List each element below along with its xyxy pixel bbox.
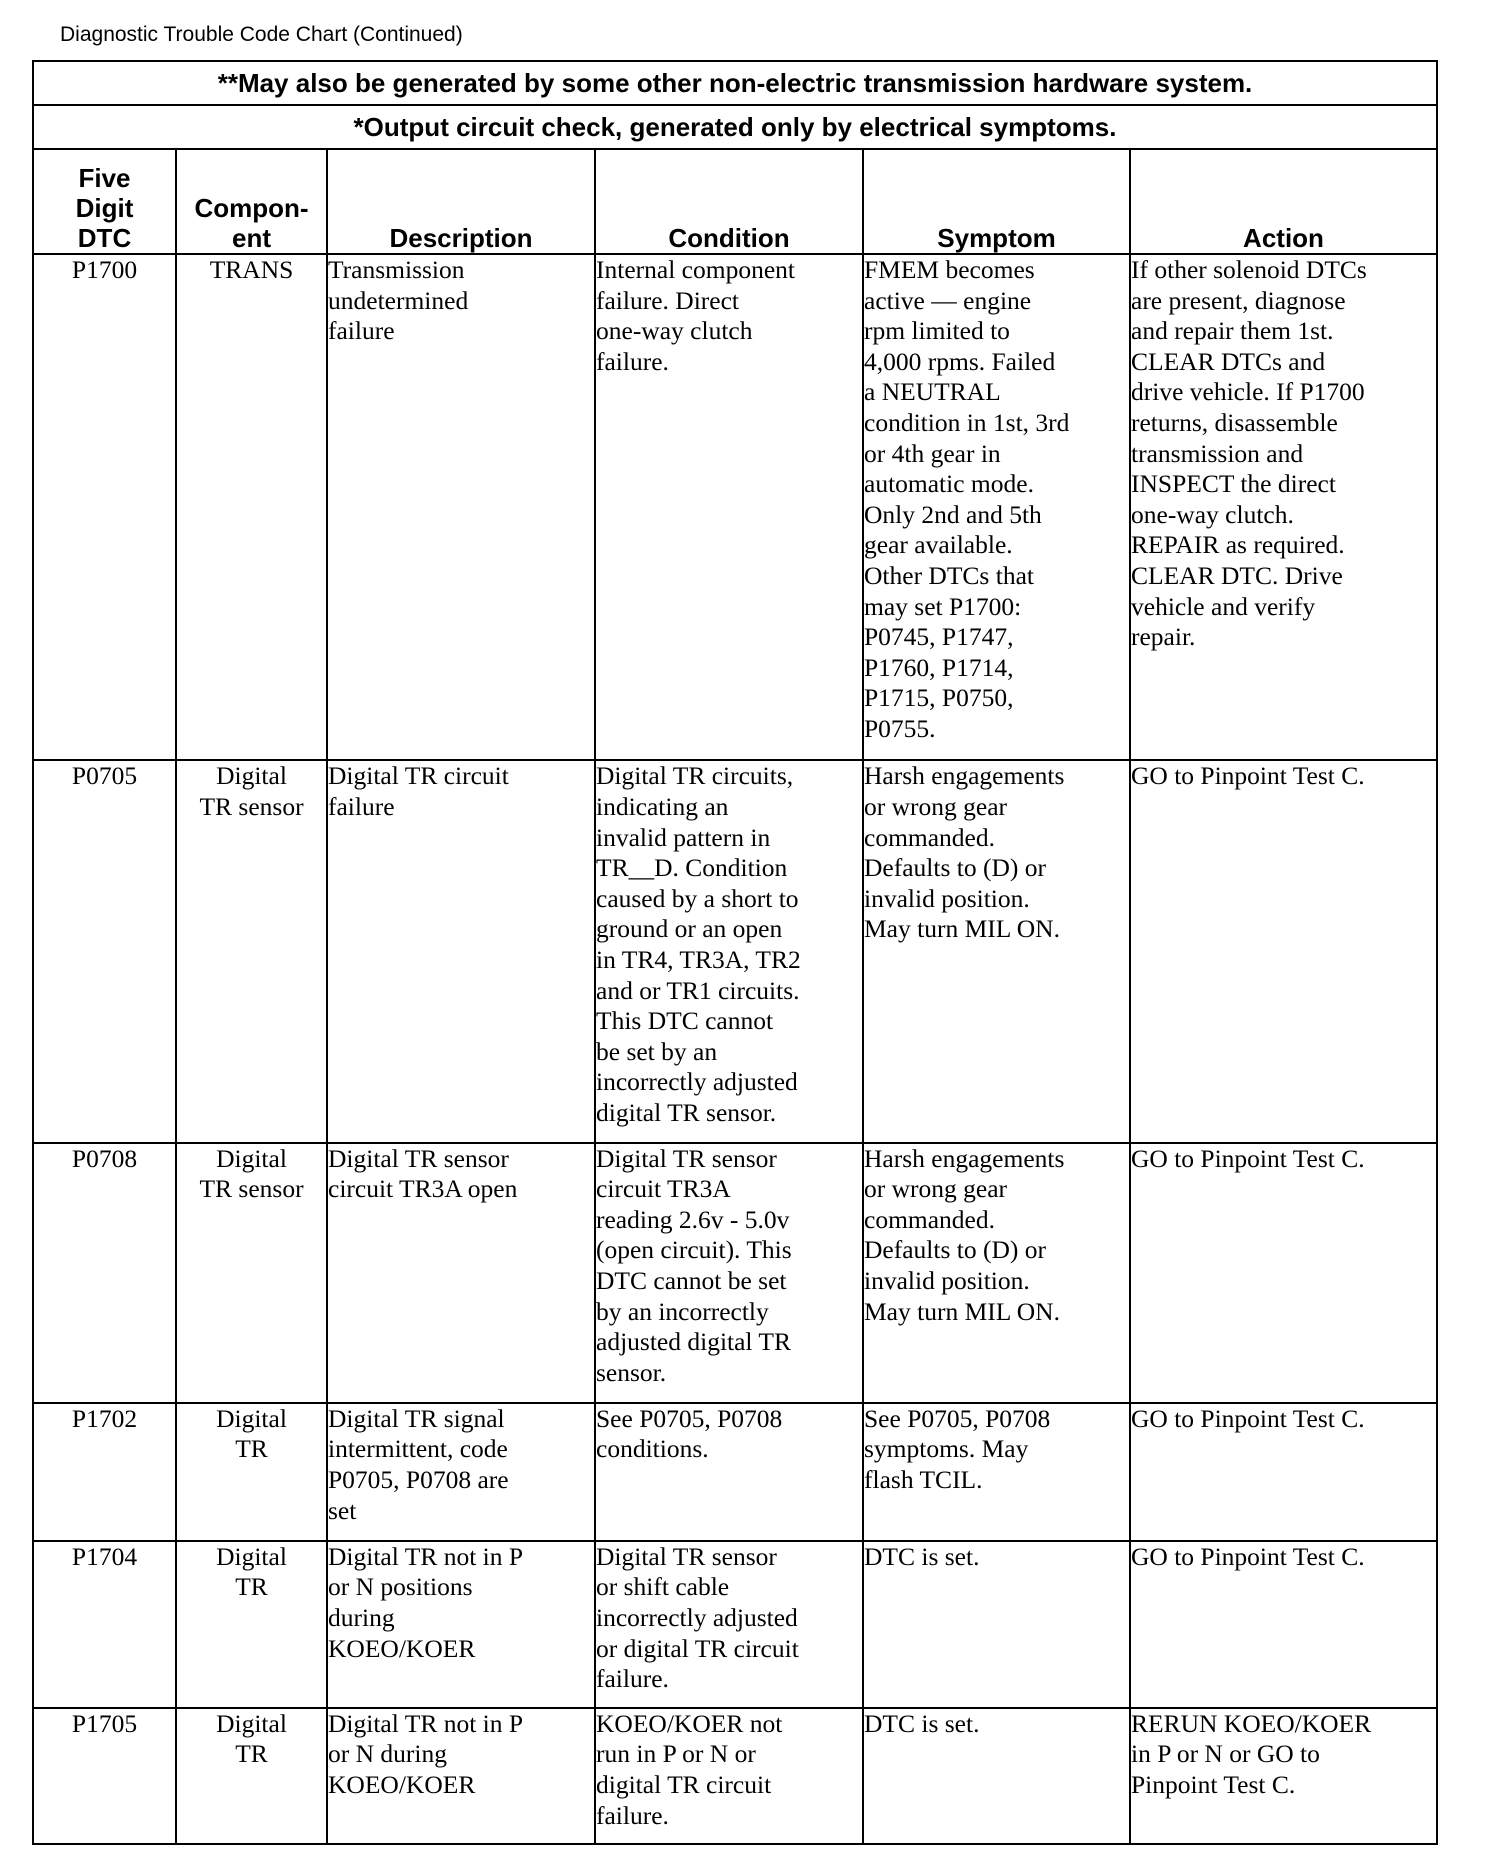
symptom-line: May turn MIL ON. bbox=[864, 914, 1060, 944]
action-line: If other solenoid DTCs bbox=[1131, 255, 1367, 285]
dtc-code-cell: P0708 bbox=[33, 1143, 176, 1403]
condition-line: incorrectly adjusted bbox=[596, 1067, 798, 1097]
component-cell bbox=[176, 1143, 327, 1403]
banner-row-output bbox=[33, 105, 1437, 149]
component-cell bbox=[176, 760, 327, 1142]
action-line: and repair them 1st. bbox=[1131, 316, 1334, 346]
symptom-line: invalid position. bbox=[864, 1265, 1030, 1295]
description-cell bbox=[327, 760, 595, 1142]
condition-line: by an incorrectly bbox=[596, 1296, 769, 1326]
condition-line: digital TR circuit bbox=[596, 1770, 772, 1800]
table-row bbox=[33, 1143, 1437, 1403]
condition-line: KOEO/KOER not bbox=[596, 1708, 783, 1738]
dtc-code-cell: P1704 bbox=[33, 1541, 176, 1708]
header-row bbox=[33, 149, 1437, 254]
condition-line: and or TR1 circuits. bbox=[596, 975, 800, 1005]
component-line: TRANS bbox=[209, 255, 294, 285]
condition-line: digital TR sensor. bbox=[596, 1097, 777, 1127]
description-line: set bbox=[328, 1495, 357, 1525]
action-line: Pinpoint Test C. bbox=[1131, 1770, 1296, 1800]
condition-line: in TR4, TR3A, TR2 bbox=[596, 944, 801, 974]
description-line: failure bbox=[328, 791, 395, 821]
symptom-line: P1760, P1714, bbox=[864, 652, 1014, 682]
condition-line: Internal component bbox=[596, 255, 795, 285]
action-cell bbox=[1130, 1541, 1437, 1708]
symptom-line: gear available. bbox=[864, 530, 1013, 560]
condition-line: or digital TR circuit bbox=[596, 1633, 799, 1663]
action-line: drive vehicle. If P1700 bbox=[1131, 377, 1365, 407]
condition-line: or shift cable bbox=[596, 1572, 730, 1602]
symptom-line: FMEM becomes bbox=[864, 255, 1035, 285]
description-line: Digital TR sensor bbox=[328, 1143, 509, 1173]
component-line: Digital bbox=[216, 1143, 287, 1173]
symptom-line: commanded. bbox=[864, 822, 995, 852]
action-line: RERUN KOEO/KOER bbox=[1131, 1708, 1372, 1738]
condition-line: failure. bbox=[596, 346, 669, 376]
condition-line: sensor. bbox=[596, 1357, 667, 1387]
action-cell bbox=[1130, 1708, 1437, 1844]
condition-line: This DTC cannot bbox=[596, 1006, 774, 1036]
symptom-line: See P0705, P0708 bbox=[864, 1403, 1051, 1433]
dtc-code-cell: P1702 bbox=[33, 1403, 176, 1541]
condition-line: reading 2.6v - 5.0v bbox=[596, 1204, 790, 1234]
symptom-cell bbox=[863, 1708, 1130, 1844]
description-cell bbox=[327, 254, 595, 760]
component-line: TR bbox=[235, 1739, 268, 1769]
component-line: TR bbox=[235, 1434, 268, 1464]
description-line: Digital TR not in P bbox=[328, 1541, 524, 1571]
condition-line: invalid pattern in bbox=[596, 822, 771, 852]
action-line: CLEAR DTC. Drive bbox=[1131, 561, 1343, 591]
header-dtc-line: Digit bbox=[75, 193, 134, 224]
header-symptom: Symptom bbox=[863, 149, 1130, 254]
action-line: vehicle and verify bbox=[1131, 591, 1316, 621]
description-line: KOEO/KOER bbox=[328, 1770, 476, 1800]
description-cell bbox=[327, 1541, 595, 1708]
symptom-cell bbox=[863, 254, 1130, 760]
symptom-line: DTC is set. bbox=[864, 1541, 980, 1571]
condition-line: one-way clutch bbox=[596, 316, 753, 346]
action-cell bbox=[1130, 760, 1437, 1142]
table-row bbox=[33, 760, 1437, 1142]
description-line: KOEO/KOER bbox=[328, 1633, 476, 1663]
component-line: TR sensor bbox=[199, 791, 304, 821]
description-line: Transmission bbox=[328, 255, 465, 285]
symptom-line: commanded. bbox=[864, 1204, 995, 1234]
action-line: GO to Pinpoint Test C. bbox=[1131, 1403, 1365, 1433]
action-cell bbox=[1130, 1403, 1437, 1541]
symptom-line: may set P1700: bbox=[864, 591, 1022, 621]
component-line: TR sensor bbox=[199, 1174, 304, 1204]
dtc-code-cell: P0705 bbox=[33, 760, 176, 1142]
symptom-line: P0745, P1747, bbox=[864, 622, 1014, 652]
condition-line: failure. bbox=[596, 1664, 669, 1694]
condition-line: Digital TR circuits, bbox=[596, 761, 794, 791]
symptom-line: Other DTCs that bbox=[864, 561, 1034, 591]
action-line: INSPECT the direct bbox=[1131, 469, 1336, 499]
component-line: Digital bbox=[216, 1708, 287, 1738]
header-condition: Condition bbox=[595, 149, 863, 254]
header-action: Action bbox=[1130, 149, 1437, 254]
description-cell bbox=[327, 1403, 595, 1541]
symptom-line: 4,000 rpms. Failed bbox=[864, 346, 1056, 376]
action-line: transmission and bbox=[1131, 438, 1304, 468]
component-line: Digital bbox=[216, 1541, 287, 1571]
header-component bbox=[176, 149, 327, 254]
header-dtc-line: DTC bbox=[77, 223, 132, 254]
header-component-line: ent bbox=[232, 223, 271, 254]
table-row bbox=[33, 1708, 1437, 1844]
header-dtc-line: Five bbox=[78, 163, 131, 194]
action-line: repair. bbox=[1131, 622, 1196, 652]
description-cell bbox=[327, 1143, 595, 1403]
description-line: circuit TR3A open bbox=[328, 1174, 518, 1204]
dtc-code-cell: P1705 bbox=[33, 1708, 176, 1844]
condition-line: indicating an bbox=[596, 791, 729, 821]
description-line: undetermined bbox=[328, 285, 469, 315]
description-line: failure bbox=[328, 316, 395, 346]
header-component-line: Compon- bbox=[194, 193, 309, 224]
symptom-line: Harsh engagements bbox=[864, 761, 1065, 791]
condition-cell bbox=[595, 1541, 863, 1708]
action-line: GO to Pinpoint Test C. bbox=[1131, 761, 1365, 791]
description-line: P0705, P0708 are bbox=[328, 1464, 509, 1494]
table-row bbox=[33, 1403, 1437, 1541]
condition-line: adjusted digital TR bbox=[596, 1327, 792, 1357]
action-line: GO to Pinpoint Test C. bbox=[1131, 1541, 1365, 1571]
symptom-line: invalid position. bbox=[864, 883, 1030, 913]
page-caption: Diagnostic Trouble Code Chart (Continued) bbox=[60, 23, 463, 46]
condition-line: circuit TR3A bbox=[596, 1174, 731, 1204]
symptom-line: P1715, P0750, bbox=[864, 683, 1014, 713]
banner-output-text: *Output circuit check, generated only by electrical symptoms. bbox=[353, 111, 1117, 142]
symptom-line: condition in 1st, 3rd bbox=[864, 408, 1070, 438]
symptom-line: or 4th gear in bbox=[864, 438, 1001, 468]
condition-cell bbox=[595, 254, 863, 760]
component-cell bbox=[176, 1708, 327, 1844]
symptom-line: DTC is set. bbox=[864, 1708, 980, 1738]
condition-cell bbox=[595, 1143, 863, 1403]
banner-output-note bbox=[33, 105, 1437, 149]
action-line: REPAIR as required. bbox=[1131, 530, 1345, 560]
symptom-line: automatic mode. bbox=[864, 469, 1034, 499]
condition-line: incorrectly adjusted bbox=[596, 1602, 798, 1632]
dtc-chart-table bbox=[32, 60, 1438, 1845]
symptom-cell bbox=[863, 1541, 1130, 1708]
component-cell bbox=[176, 1403, 327, 1541]
action-line: GO to Pinpoint Test C. bbox=[1131, 1143, 1365, 1173]
symptom-line: May turn MIL ON. bbox=[864, 1296, 1060, 1326]
header-dtc bbox=[33, 149, 176, 254]
action-cell bbox=[1130, 254, 1437, 760]
condition-line: (open circuit). This bbox=[596, 1235, 792, 1265]
symptom-line: active — engine bbox=[864, 285, 1032, 315]
action-line: CLEAR DTCs and bbox=[1131, 346, 1326, 376]
action-line: are present, diagnose bbox=[1131, 285, 1346, 315]
table-row bbox=[33, 254, 1437, 760]
condition-line: DTC cannot be set bbox=[596, 1265, 787, 1295]
symptom-line: or wrong gear bbox=[864, 1174, 1008, 1204]
component-line: TR bbox=[235, 1572, 268, 1602]
symptom-cell bbox=[863, 1143, 1130, 1403]
banner-hardware-note bbox=[33, 61, 1437, 105]
symptom-line: Only 2nd and 5th bbox=[864, 499, 1042, 529]
symptom-line: rpm limited to bbox=[864, 316, 1010, 346]
dtc-table-body bbox=[33, 254, 1437, 1844]
component-cell bbox=[176, 1541, 327, 1708]
condition-line: be set by an bbox=[596, 1036, 718, 1066]
description-line: intermittent, code bbox=[328, 1434, 508, 1464]
header-description: Description bbox=[327, 149, 595, 254]
banner-row-hardware bbox=[33, 61, 1437, 105]
action-line: in P or N or GO to bbox=[1131, 1739, 1320, 1769]
condition-line: run in P or N or bbox=[596, 1739, 756, 1769]
description-line: Digital TR signal bbox=[328, 1403, 505, 1433]
symptom-line: Harsh engagements bbox=[864, 1143, 1065, 1173]
action-cell bbox=[1130, 1143, 1437, 1403]
condition-line: conditions. bbox=[596, 1434, 709, 1464]
symptom-line: P0755. bbox=[864, 714, 936, 743]
description-line: or N during bbox=[328, 1739, 447, 1769]
component-line: Digital bbox=[216, 761, 287, 791]
action-line: returns, disassemble bbox=[1131, 408, 1338, 438]
description-line: Digital TR circuit bbox=[328, 761, 509, 791]
condition-line: ground or an open bbox=[596, 914, 783, 944]
condition-line: Digital TR sensor bbox=[596, 1143, 777, 1173]
symptom-line: or wrong gear bbox=[864, 791, 1008, 821]
description-cell bbox=[327, 1708, 595, 1844]
symptom-cell bbox=[863, 760, 1130, 1142]
description-line: Digital TR not in P bbox=[328, 1708, 524, 1738]
description-line: or N positions bbox=[328, 1572, 473, 1602]
symptom-line: a NEUTRAL bbox=[864, 377, 1001, 407]
banner-hardware-text: **May also be generated by some other non-electric transmission hardware system. bbox=[217, 67, 1253, 98]
symptom-line: Defaults to (D) or bbox=[864, 1235, 1046, 1265]
symptom-line: symptoms. May bbox=[864, 1434, 1029, 1464]
component-line: Digital bbox=[216, 1403, 287, 1433]
symptom-line: Defaults to (D) or bbox=[864, 853, 1046, 883]
condition-line: Digital TR sensor bbox=[596, 1541, 777, 1571]
condition-cell bbox=[595, 760, 863, 1142]
condition-line: caused by a short to bbox=[596, 883, 799, 913]
condition-line: failure. Direct bbox=[596, 285, 740, 315]
symptom-cell bbox=[863, 1403, 1130, 1541]
condition-cell bbox=[595, 1708, 863, 1844]
action-line: one-way clutch. bbox=[1131, 499, 1294, 529]
dtc-code-cell: P1700 bbox=[33, 254, 176, 760]
condition-cell bbox=[595, 1403, 863, 1541]
description-line: during bbox=[328, 1602, 395, 1632]
symptom-line: flash TCIL. bbox=[864, 1464, 983, 1494]
condition-line: TR__D. Condition bbox=[596, 853, 788, 883]
component-cell bbox=[176, 254, 327, 760]
table-row bbox=[33, 1541, 1437, 1708]
condition-line: failure. bbox=[596, 1800, 669, 1830]
condition-line: See P0705, P0708 bbox=[596, 1403, 783, 1433]
